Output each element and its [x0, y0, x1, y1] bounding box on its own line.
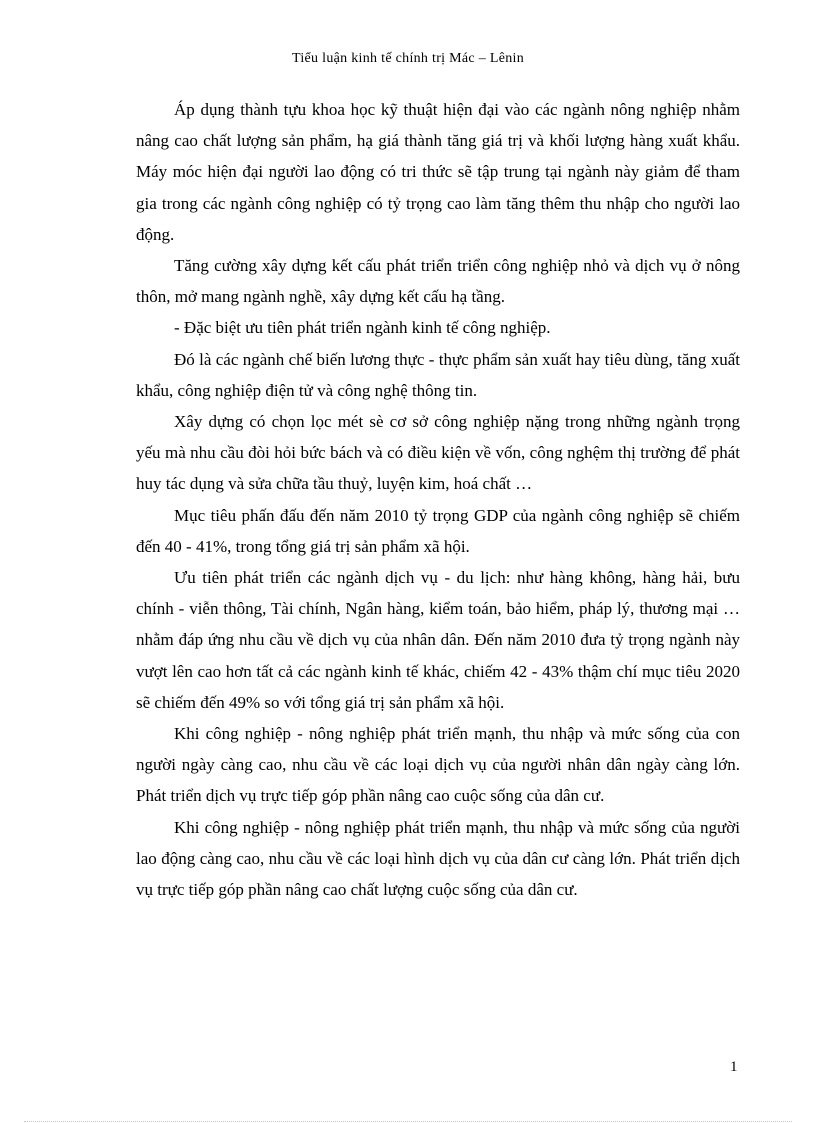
paragraph-9: Khi công nghiệp - nông nghiệp phát triển mạnh, thu nhập và mức sống của người lao động càng cao, nhu cầu về các loại hình dịch vụ của dân cư càng lớn. Phát triển dịch vụ trực tiếp góp phần nâng cao chất lượng cuộc sống của dân cư. [136, 817, 740, 900]
page-bottom-divider [24, 1121, 792, 1122]
paragraph-8: Khi công nghiệp - nông nghiệp phát triển mạnh, thu nhập và mức sống của con người ngày càng cao, nhu cầu về các loại dịch vụ của người nhân dân ngày càng lớn. Phát triển dịch vụ trực tiếp góp phần nâng cao cuộc sống của dân cư. [136, 724, 740, 806]
page-number: 1 [730, 1059, 738, 1075]
paragraph-7: Ưu tiên phát triển các ngành dịch vụ - du lịch: như hàng không, hàng hải, bưu chính - viễn thông, Tài chính, Ngân hàng, kiểm toán, bảo hiểm, pháp lý, thương mại … nhằm đáp ứng nhu cầu về dịch vụ của nhân dân. Đến năm 2010 đưa tỷ trọng ngành này vượt lên cao hơn tất cả các ngành kinh tế khác, chiếm 42 - 43% thậm chí mục tiêu 2020 sẽ chiếm đến 49% so với tổng giá trị sản phẩm xã hội. [136, 568, 740, 712]
page-header: Tiểu luận kinh tế chính trị Mác – Lênin [291, 51, 525, 66]
paragraph-2: Tăng cường xây dựng kết cấu phát triển triển công nghiệp nhỏ và dịch vụ ở nông thôn, mở mang ngành nghề, xây dựng kết cấu hạ tầng. [136, 256, 740, 307]
document-body [136, 94, 740, 905]
paragraph-5: Xây dựng có chọn lọc mét sè cơ sở công nghiệp nặng trong những ngành trọng yếu mà nhu cầu đòi hỏi bức bách và có điều kiện về vốn, công nghệm thị trường để phát huy tác dụng và sửa chữa tầu thuỷ, luyện kim, hoá chất … [136, 412, 740, 494]
paragraph-1: Áp dụng thành tựu khoa học kỹ thuật hiện đại vào các ngành nông nghiệp nhằm nâng cao chất lượng sản phẩm, hạ giá thành tăng giá trị và khối lượng hàng xuất khẩu. Máy móc hiện đại người lao động có tri thức sẽ tập trung tại ngành này giảm để tham gia trong các ngành công nghiệp có tỷ trọng cao làm tăng thêm thu nhập cho người lao động. [136, 100, 740, 244]
paragraph-4: Đó là các ngành chế biến lương thực - thực phẩm sản xuất hay tiêu dùng, tăng xuất khẩu, công nghiệp điện tử và công nghệ thông tin. [136, 349, 740, 400]
paragraph-6: Mục tiêu phấn đấu đến năm 2010 tỷ trọng GDP của ngành công nghiệp sẽ chiếm đến 40 - 41%, trong tổng giá trị sản phẩm xã hội. [136, 505, 740, 556]
paragraph-3: - Đặc biệt ưu tiên phát triển ngành kinh tế công nghiệp. [174, 318, 551, 338]
